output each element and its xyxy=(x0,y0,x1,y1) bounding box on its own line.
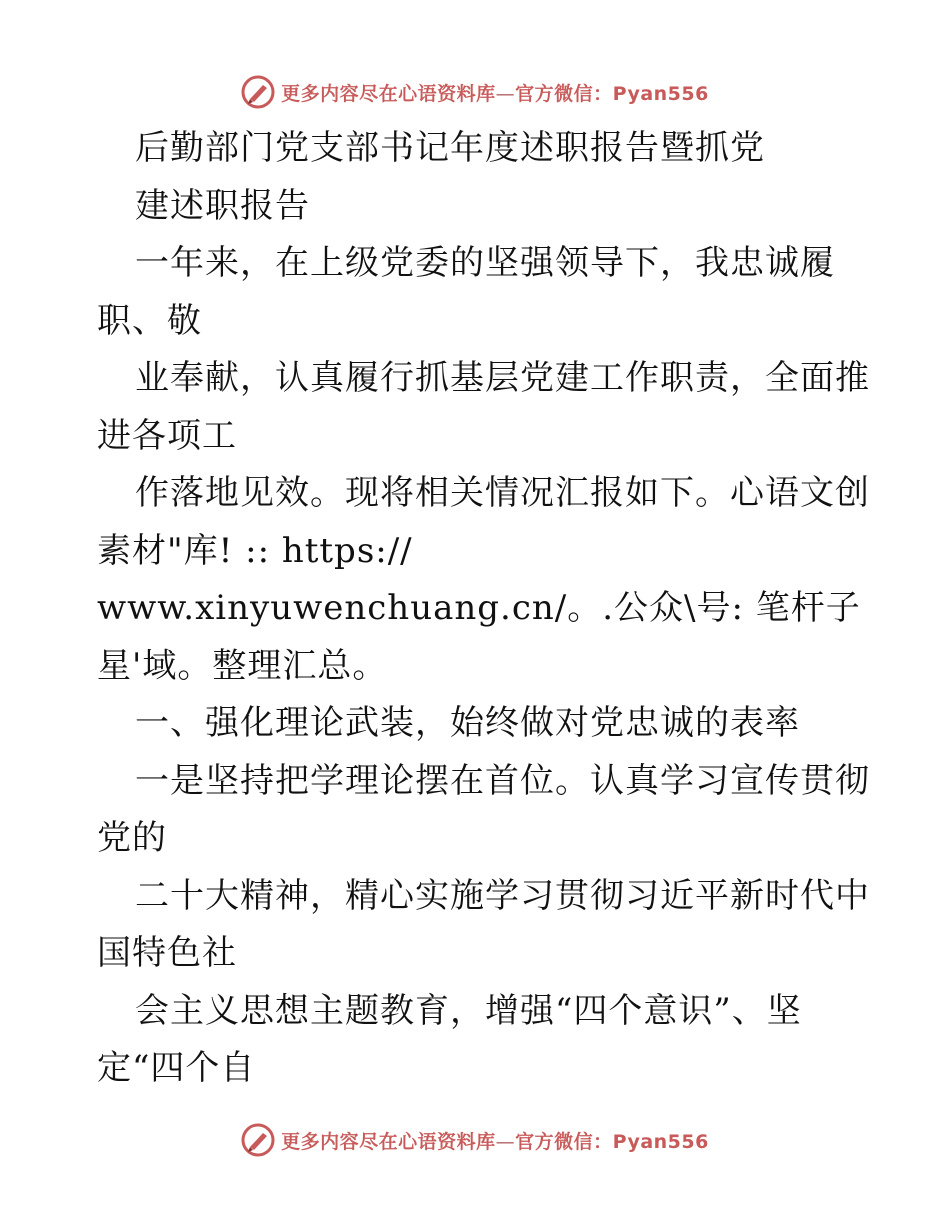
header-banner-text: 更多内容尽在心语资料库—官方微信：Pyan556 xyxy=(281,82,709,105)
document-body xyxy=(97,120,870,1098)
paragraph-line: 业奉献，认真履行抓基层党建工作职责，全面推 xyxy=(135,358,870,398)
paragraph-line: 党的 xyxy=(97,818,167,858)
footer-banner-text: 更多内容尽在心语资料库—官方微信：Pyan556 xyxy=(281,1130,709,1153)
paragraph-line: 职、敬 xyxy=(97,300,202,341)
footer-banner xyxy=(0,1120,950,1160)
paragraph-line: 会主义思想主题教育，增强“四个意识”、坚 xyxy=(135,990,802,1031)
title-line-2: 建述职报告 xyxy=(135,185,310,226)
paragraph-line: 进各项工 xyxy=(97,415,237,456)
section-heading: 一、强化理论武装，始终做对党忠诚的表率 xyxy=(135,703,800,743)
paragraph-line: 一年来，在上级党委的坚强领导下，我忠诚履 xyxy=(135,243,835,283)
pen-logo-icon xyxy=(241,75,275,109)
pen-logo-icon xyxy=(241,1123,275,1157)
title-line-1: 后勤部门党支部书记年度述职报告暨抓党 xyxy=(135,128,765,168)
paragraph-line: 素材"库! :: https:// xyxy=(97,530,413,571)
paragraph-line: 定“四个自 xyxy=(97,1048,256,1088)
paragraph-line: 二十大精神，精心实施学习贯彻习近平新时代中 xyxy=(135,875,870,916)
header-banner xyxy=(0,72,950,112)
paragraph-line: 一是坚持把学理论摆在首位。认真学习宣传贯彻 xyxy=(135,760,870,801)
paragraph-line: 星'域。整理汇总。 xyxy=(97,645,388,686)
paragraph-line: 国特色社 xyxy=(97,933,237,973)
paragraph-line: www.xinyuwenchuang.cn/。.公众\号: 笔杆子 xyxy=(97,588,861,628)
paragraph-line: 作落地见效。现将相关情况汇报如下。心语文创 xyxy=(135,473,870,513)
